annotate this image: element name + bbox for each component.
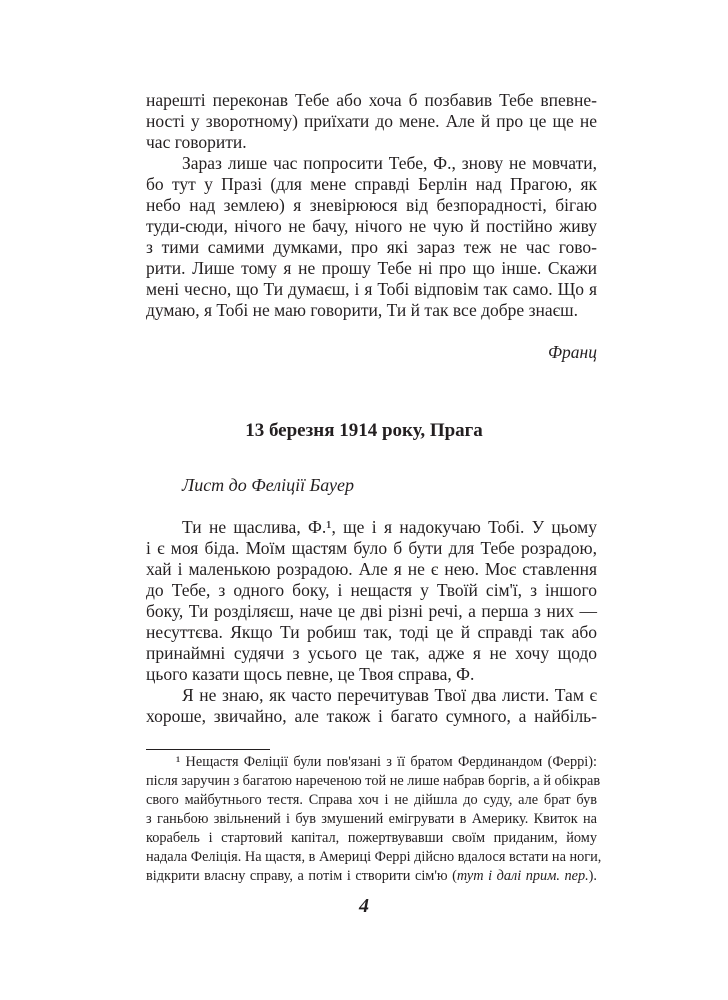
text-line: і є моя біда. Моїм щастям було б бути для Тебе розрадою, <box>146 538 597 558</box>
text-line: Я не знаю, як часто перечитував Твої два листи. Там є <box>182 685 597 705</box>
footnote-line: свого майбутнього тестя. Справа хоч і не дійшла до суду, але брат був <box>146 792 597 808</box>
text-line: нарешті переконав Тебе або хоча б позбавив Тебе впевне- <box>146 90 597 110</box>
footnote-line <box>146 867 597 886</box>
chapter-heading: 13 березня 1914 року, Прага <box>245 420 483 441</box>
text-line: час говорити. <box>146 132 247 152</box>
footnote-line: з ганьбою звільнений і був змушений емігрувати в Америку. Квиток на <box>146 811 597 827</box>
signature: Франц <box>547 342 597 362</box>
text-line: хороше, звичайно, але також і багато сумного, а найбіль- <box>146 706 597 726</box>
text-line: з тими самими думками, про які зараз теж не час гово- <box>146 237 597 257</box>
footnote <box>146 753 602 886</box>
text-line: рити. Лише тому я не прошу Тебе ні про що інше. Скажи <box>146 258 597 278</box>
text-line: хай і маленькою розрадою. Але я не є нею. Моє ставлення <box>146 559 597 579</box>
text-line: бо тут у Празі (для мене справді Берлін над Прагою, як <box>146 174 597 194</box>
text-line: боку, Ти розділяєш, наче це дві різні речі, а перша з них — <box>146 601 597 621</box>
text-line: Зараз лише час попросити Тебе, Ф., знову не мовчати, <box>182 153 597 173</box>
text-line: принаймні судячи з усього це так, адже я не хочу щодо <box>146 643 597 663</box>
footnote-line: після заручин з багатою нареченою той не лише набрав боргів, а й обікрав <box>146 773 601 789</box>
footnote-line: ¹ Нещастя Феліції були пов'язані з її братом Фердинандом (Феррі): <box>176 754 597 770</box>
letter-subtitle: Лист до Феліції Бауер <box>182 475 355 495</box>
footnote-divider <box>146 749 270 750</box>
letter-body <box>146 517 597 727</box>
footnote-text: відкрити власну справу, а потім і створити сім'ю ( <box>146 868 457 884</box>
text-line: мені чесно, що Ти думаєш, і я Тобі відповім так само. Що я <box>146 279 597 299</box>
footnote-line: корабель і стартовий капітал, пожертвувавши своїм приданим, йому <box>146 830 597 846</box>
text-line: ності у зворотному) приїхати до мене. Але й про це ще не <box>146 111 597 131</box>
text-line: туди-сюди, нічого не бачу, нічого не чую й постійно живу <box>146 216 597 236</box>
footnote-text: ). <box>588 868 598 884</box>
text-line: небо над землею) я зневірююся від безпорадності, бігаю <box>146 195 597 215</box>
translator-note: тут і далі прим. пер. <box>456 868 589 884</box>
text-line: Ти не щаслива, Ф.¹, ще і я надокучаю Тобі. У цьому <box>182 517 597 537</box>
text-line: цього казати щось певне, це Твоя справа, Ф. <box>146 664 475 684</box>
top-text-block <box>146 90 597 321</box>
page-number: 4 <box>359 895 369 917</box>
text-line: до Тебе, з одного боку, і нещастя у Твоїй сім'ї, з іншого <box>146 580 597 600</box>
footnote-line: надала Феліція. На щастя, в Америці Феррі дійсно вдалося встати на ноги, <box>146 849 602 865</box>
text-line: думаю, я Тобі не маю говорити, Ти й так все добре знаєш. <box>146 300 578 320</box>
text-line: несуттєва. Якщо Ти робиш так, тоді це й справді так або <box>146 622 597 642</box>
